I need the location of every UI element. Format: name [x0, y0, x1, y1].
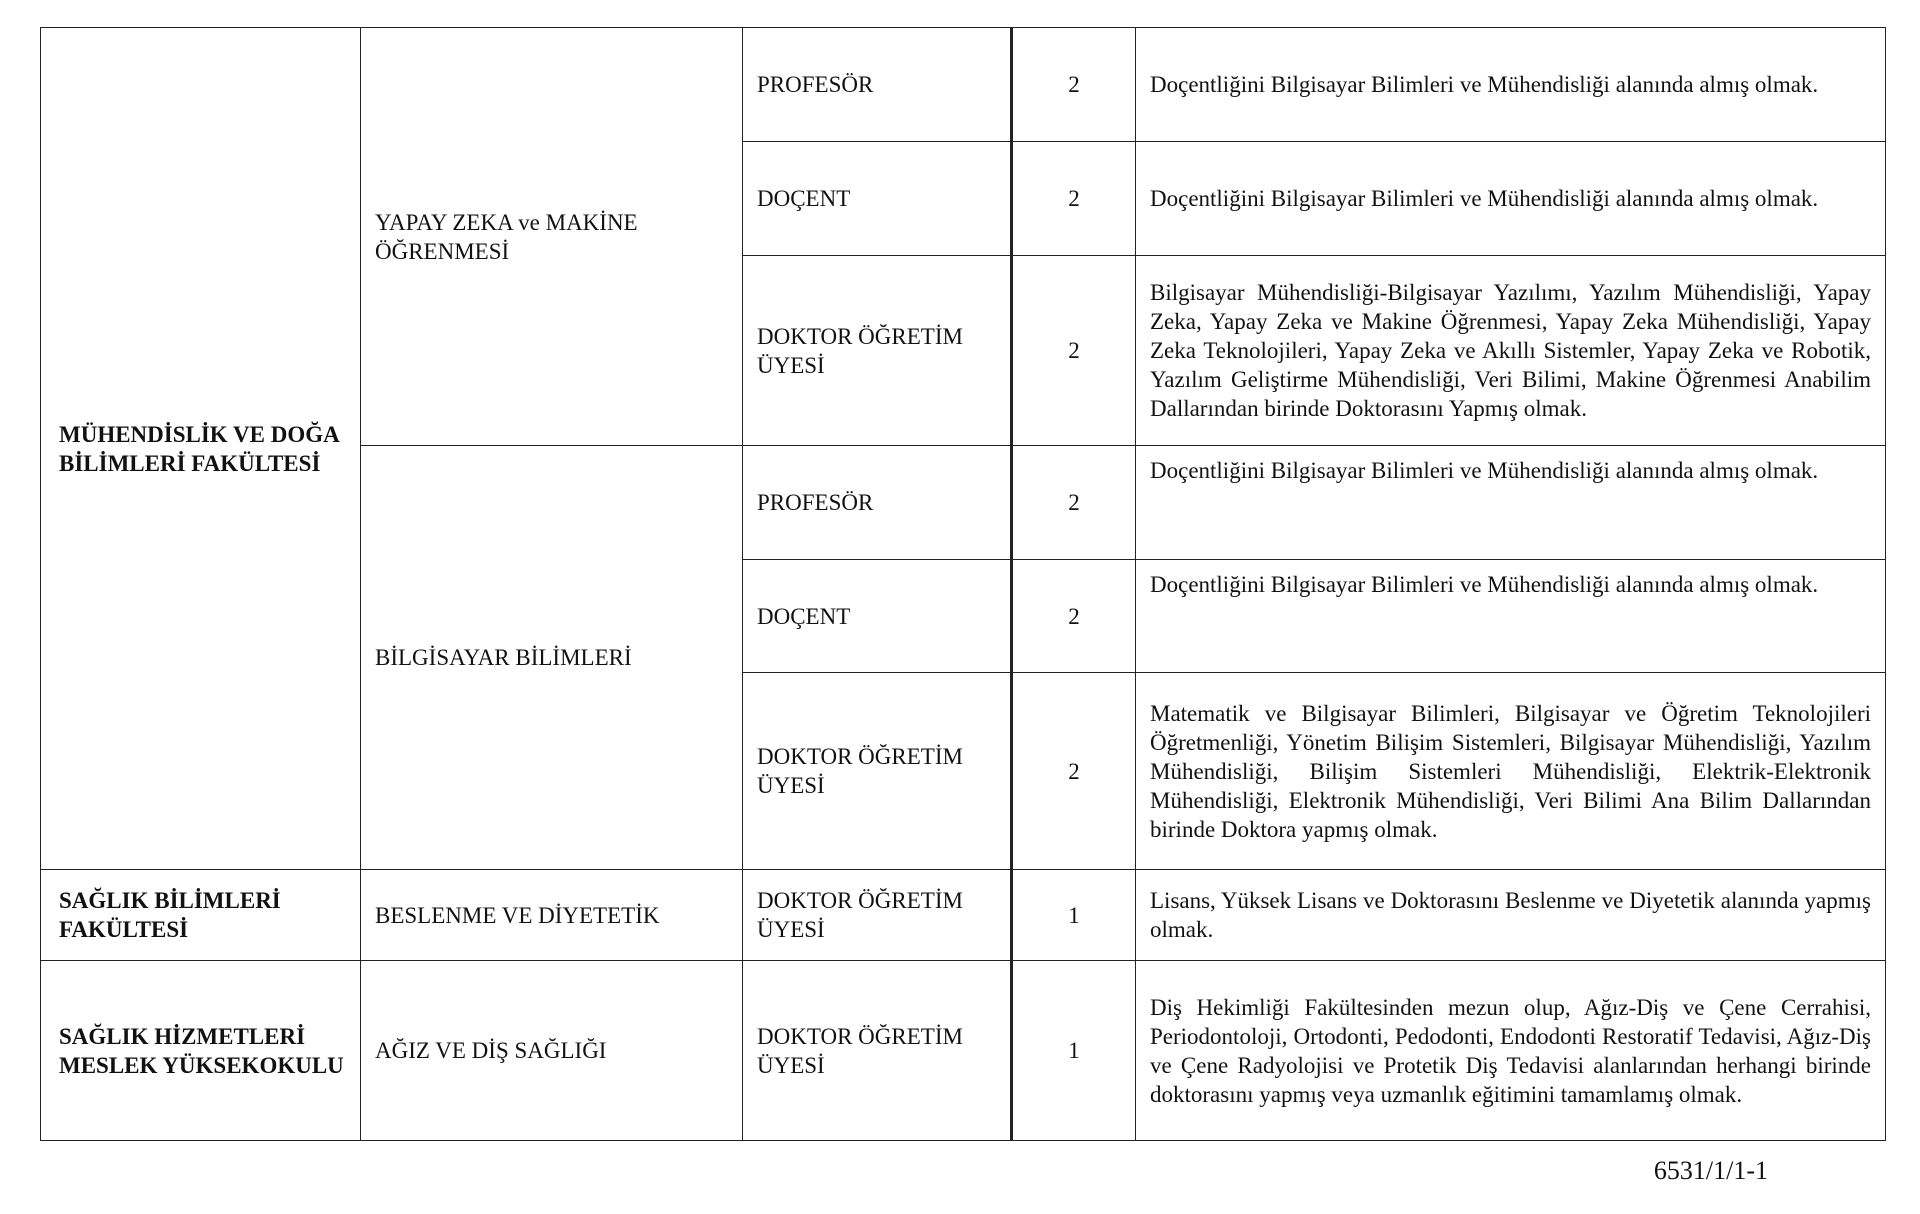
position-requirement: Lisans, Yüksek Lisans ve Doktorasını Beslenme ve Diyetetik alanında yapmış olmak.: [1136, 870, 1886, 961]
position-title: DOKTOR ÖĞRETİM ÜYESİ: [743, 870, 1012, 961]
faculty-name-engineering: MÜHENDİSLİK VE DOĞA BİLİMLERİ FAKÜLTESİ: [41, 28, 361, 870]
position-count: 2: [1012, 28, 1136, 142]
position-requirement: Doçentliğini Bilgisayar Bilimleri ve Mühendisliği alanında almış olmak.: [1136, 560, 1886, 673]
position-count: 1: [1012, 961, 1136, 1141]
position-count: 2: [1012, 446, 1136, 560]
faculty-name-health-services: SAĞLIK HİZMETLERİ MESLEK YÜKSEKOKULU: [41, 961, 361, 1141]
position-requirement: Diş Hekimliği Fakültesinden mezun olup, Ağız-Diş ve Çene Cerrahisi, Periodontoloji, Ortodonti, Pedodonti, Endodonti Restoratif Tedavisi, Ağız-Diş ve Çene Radyolojisi ve Protetik Diş Tedavisi alanlarından herhangi birinde doktorasını yapmış veya uzmanlık eğitimini tamamlamış olmak.: [1136, 961, 1886, 1141]
page-number: 6531/1/1-1: [1653, 1156, 1768, 1185]
position-title: DOÇENT: [743, 560, 1012, 673]
position-requirement: Bilgisayar Mühendisliği-Bilgisayar Yazılımı, Yazılım Mühendisliği, Yapay Zeka, Yapay Zeka ve Makine Öğrenmesi, Yapay Zeka Mühendisliği, Yapay Zeka Teknolojileri, Yapay Zeka ve Akıllı Sistemler, Yapay Zeka ve Robotik, Yazılım Geliştirme Mühendisliği, Veri Bilimi, Makine Öğrenmesi Anabilim Dallarından birinde Doktorasını Yapmış olmak.: [1136, 256, 1886, 446]
position-requirement: Doçentliğini Bilgisayar Bilimleri ve Mühendisliği alanında almış olmak.: [1136, 446, 1886, 560]
table-row: [41, 870, 1886, 961]
position-requirement: Matematik ve Bilgisayar Bilimleri, Bilgisayar ve Öğretim Teknolojileri Öğretmenliği, Yönetim Bilişim Sistemleri, Bilgisayar Mühendisliği, Yazılım Mühendisliği, Bilişim Sistemleri Mühendisliği, Elektrik-Elektronik Mühendisliği, Elektronik Mühendisliği, Veri Bilimi Ana Bilim Dallarından birinde Doktora yapmış olmak.: [1136, 673, 1886, 870]
position-count: 2: [1012, 256, 1136, 446]
position-count: 2: [1012, 673, 1136, 870]
position-requirement: Doçentliğini Bilgisayar Bilimleri ve Mühendisliği alanında almış olmak.: [1136, 28, 1886, 142]
position-title: DOKTOR ÖĞRETİM ÜYESİ: [743, 256, 1012, 446]
position-title: PROFESÖR: [743, 446, 1012, 560]
table-row: [41, 961, 1886, 1141]
positions-table: [40, 27, 1886, 1141]
department-name-nutrition: BESLENME VE DİYETETİK: [361, 870, 743, 961]
table-row: [41, 28, 1886, 142]
faculty-name-health-sciences: SAĞLIK BİLİMLERİ FAKÜLTESİ: [41, 870, 361, 961]
department-name-oral-dental: AĞIZ VE DİŞ SAĞLIĞI: [361, 961, 743, 1141]
department-name-computer-science: BİLGİSAYAR BİLİMLERİ: [361, 446, 743, 870]
position-count: 2: [1012, 560, 1136, 673]
position-requirement: Doçentliğini Bilgisayar Bilimleri ve Mühendisliği alanında almış olmak.: [1136, 142, 1886, 256]
position-title: PROFESÖR: [743, 28, 1012, 142]
position-title: DOKTOR ÖĞRETİM ÜYESİ: [743, 961, 1012, 1141]
position-title: DOKTOR ÖĞRETİM ÜYESİ: [743, 673, 1012, 870]
position-count: 2: [1012, 142, 1136, 256]
department-name-ai-ml: YAPAY ZEKA ve MAKİNE ÖĞRENMESİ: [361, 28, 743, 446]
position-count: 1: [1012, 870, 1136, 961]
position-title: DOÇENT: [743, 142, 1012, 256]
